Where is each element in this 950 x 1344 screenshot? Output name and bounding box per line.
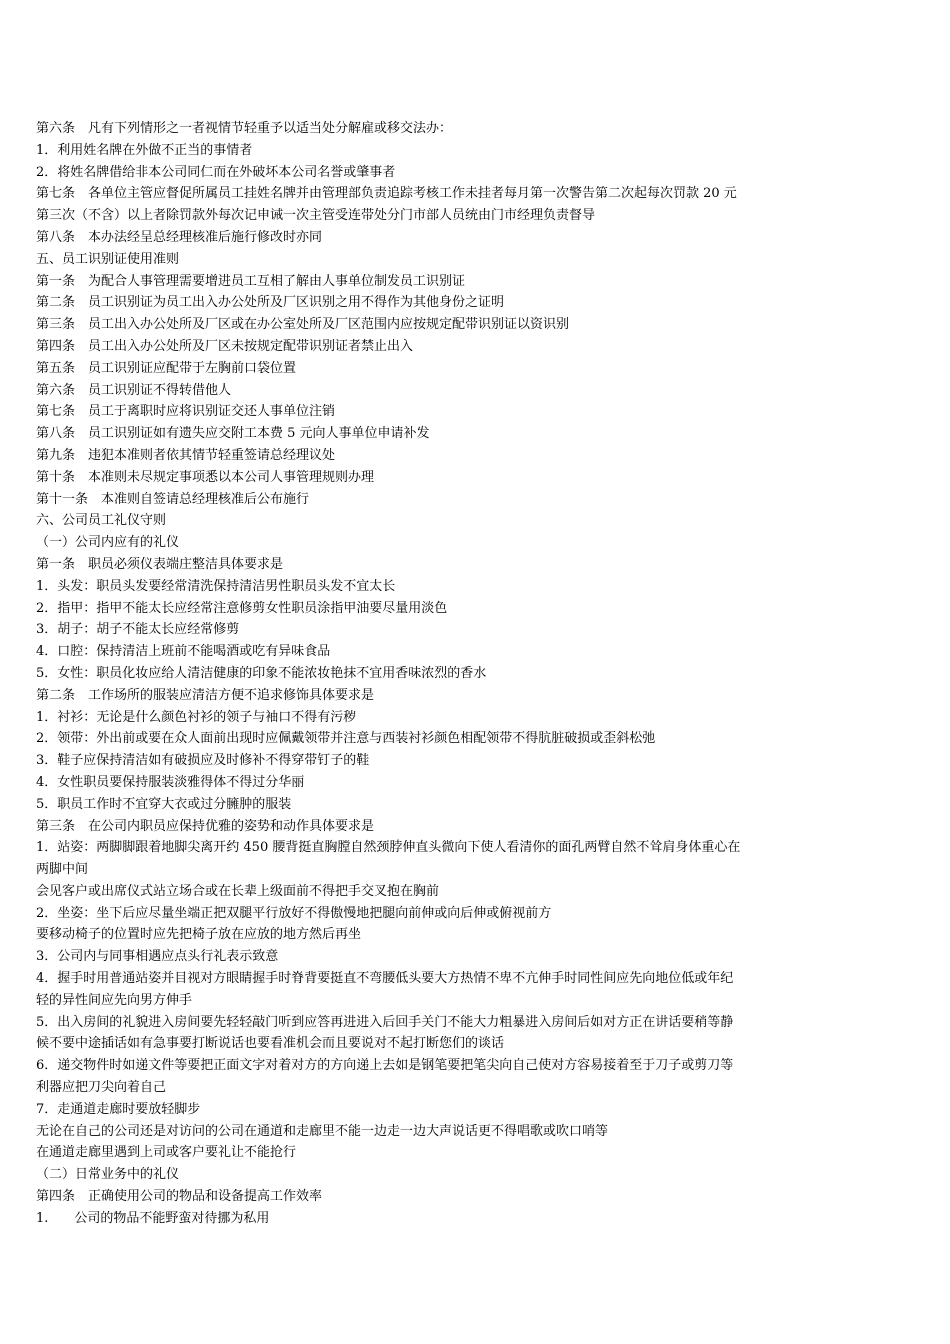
text-line: 第四条 员工出入办公处所及厂区未按规定配带识别证者禁止出入 [36, 338, 414, 354]
text-line: 第一条 为配合人事管理需要增进员工互相了解由人事单位制发员工识别证 [36, 273, 466, 289]
text-line: 会见客户或出席仪式站立场合或在长辈上级面前不得把手交叉抱在胸前 [36, 883, 440, 899]
section-heading: 六、公司员工礼仪守则 [36, 513, 167, 529]
text-line: 4．口腔：保持清洁上班前不能喝酒或吃有异味食品 [36, 644, 331, 660]
text-line: 第二条 员工识别证为员工出入办公处所及厂区识别之用不得作为其他身份之证明 [36, 295, 505, 311]
text-line: 利器应把刀尖向着自己 [36, 1080, 167, 1096]
text-line: 第六条 凡有下列情形之一者视情节轻重予以适当处分解雇或移交法办： [36, 121, 453, 136]
subsection-heading: （一）公司内应有的礼仪 [36, 535, 180, 551]
text-line: 第八条 员工识别证如有遗失应交附工本费 5 元向人事单位申请补发 [36, 426, 430, 442]
text-line: 3．公司内与同事相遇应点头行礼表示致意 [36, 949, 279, 965]
text-line: 1. 公司的物品不能野蛮对待挪为私用 [36, 1210, 270, 1226]
text-line: 2．指甲：指甲不能太长应经常注意修剪女性职员涂指甲油要尽量用淡色 [36, 600, 448, 616]
text-line: 2．坐姿：坐下后应尽量坐端正把双腿平行放好不得傲慢地把腿向前伸或向后伸或俯视前方 [36, 905, 552, 921]
text-line: 6．递交物件时如递文件等要把正面文字对着对方的方向递上去如是钢笔要把笔尖向自己使对方容易接着至于刀子或剪刀等 [36, 1058, 734, 1074]
text-line: 无论在自己的公司还是对访问的公司在通道和走廊里不能一边走一边大声说话更不得唱歌或吹口哨等 [36, 1123, 609, 1139]
subsection-heading: （二）日常业务中的礼仪 [36, 1167, 180, 1183]
text-line: 2．将姓名牌借给非本公司同仁而在外破坏本公司名誉或肇事者 [36, 164, 396, 180]
text-line: 4．女性职员要保持服装淡雅得体不得过分华丽 [36, 774, 305, 790]
text-line: 第五条 员工识别证应配带于左胸前口袋位置 [36, 360, 297, 376]
text-line: 4．握手时用普通站姿并目视对方眼睛握手时脊背要挺直不弯腰低头要大方热情不卑不亢伸手时同性间应先向地位低或年纪 [36, 971, 734, 987]
document-body [36, 118, 826, 1230]
text-line: 候不要中途插话如有急事要打断说话也要看准机会而且要说对不起打断您们的谈话 [36, 1036, 505, 1052]
text-line: 3．胡子：胡子不能太长应经常修剪 [36, 622, 240, 638]
text-line: 第四条 正确使用公司的物品和设备提高工作效率 [36, 1189, 323, 1205]
text-line: 第十一条 本准则自签请总经理核准后公布施行 [36, 491, 310, 507]
text-line: 5．职员工作时不宜穿大衣或过分臃肿的服装 [36, 796, 292, 812]
text-line: 第八条 本办法经呈总经理核准后施行修改时亦同 [36, 229, 323, 245]
text-line: 1．利用姓名牌在外做不正当的事情者 [36, 142, 253, 158]
text-line: 第三条 员工出入办公处所及厂区或在办公室处所及厂区范围内应按规定配带识别证以资识别 [36, 317, 570, 333]
text-line: 3．鞋子应保持清洁如有破损应及时修补不得穿带钉子的鞋 [36, 753, 370, 769]
text-line: 5．女性：职员化妆应给人清洁健康的印象不能浓妆艳抹不宜用香味浓烈的香水 [36, 665, 487, 681]
text-line: 2．领带：外出前或要在众人面前出现时应佩戴领带并注意与西装衬衫颜色相配领带不得肮脏破损或歪斜松弛 [36, 731, 656, 747]
text-line: 轻的异性间应先向男方伸手 [36, 992, 193, 1008]
text-line: 第九条 违犯本准则者依其情节轻重签请总经理议处 [36, 447, 336, 463]
text-line: 第十条 本准则未尽规定事项悉以本公司人事管理规则办理 [36, 469, 375, 485]
text-line: 在通道走廊里遇到上司或客户要礼让不能抢行 [36, 1145, 297, 1161]
text-line: 第二条 工作场所的服装应清洁方便不追求修饰具体要求是 [36, 687, 375, 703]
text-line: 1．站姿：两脚脚跟着地脚尖离开约 450 腰背挺直胸膛自然颈脖伸直头微向下使人看清你的面孔两臂自然不耸肩身体重心在 [36, 840, 741, 856]
text-line: 5．出入房间的礼貌进入房间要先轻轻敲门听到应答再进进入后回手关门不能大力粗暴进入房间后如对方正在讲话要稍等静 [36, 1014, 734, 1030]
text-line: 第三次（不含）以上者除罚款外每次记申诫一次主管受连带处分门市部人员统由门市经理负责督导 [36, 208, 596, 224]
text-line: 第六条 员工识别证不得转借他人 [36, 382, 232, 398]
text-line: 第七条 员工于离职时应将识别证交还人事单位注销 [36, 404, 336, 420]
text-line: 1．衬衫：无论是什么颜色衬衫的领子与袖口不得有污秽 [36, 709, 357, 725]
text-line: 7．走通道走廊时要放轻脚步 [36, 1101, 201, 1117]
text-line: 第七条 各单位主管应督促所属员工挂姓名牌并由管理部负责追踪考核工作未挂者每月第一次警告第二次起每次罚款 20 元 [36, 186, 737, 202]
text-line: 第一条 职员必须仪表端庄整洁具体要求是 [36, 556, 284, 572]
text-line: 1．头发：职员头发要经常清洗保持清洁男性职员头发不宜太长 [36, 578, 396, 594]
section-heading: 五、员工识别证使用准则 [36, 251, 180, 267]
text-line: 要移动椅子的位置时应先把椅子放在应放的地方然后再坐 [36, 927, 362, 943]
text-line: 两脚中间 [36, 862, 89, 878]
text-line: 第三条 在公司内职员应保持优雅的姿势和动作具体要求是 [36, 818, 375, 834]
